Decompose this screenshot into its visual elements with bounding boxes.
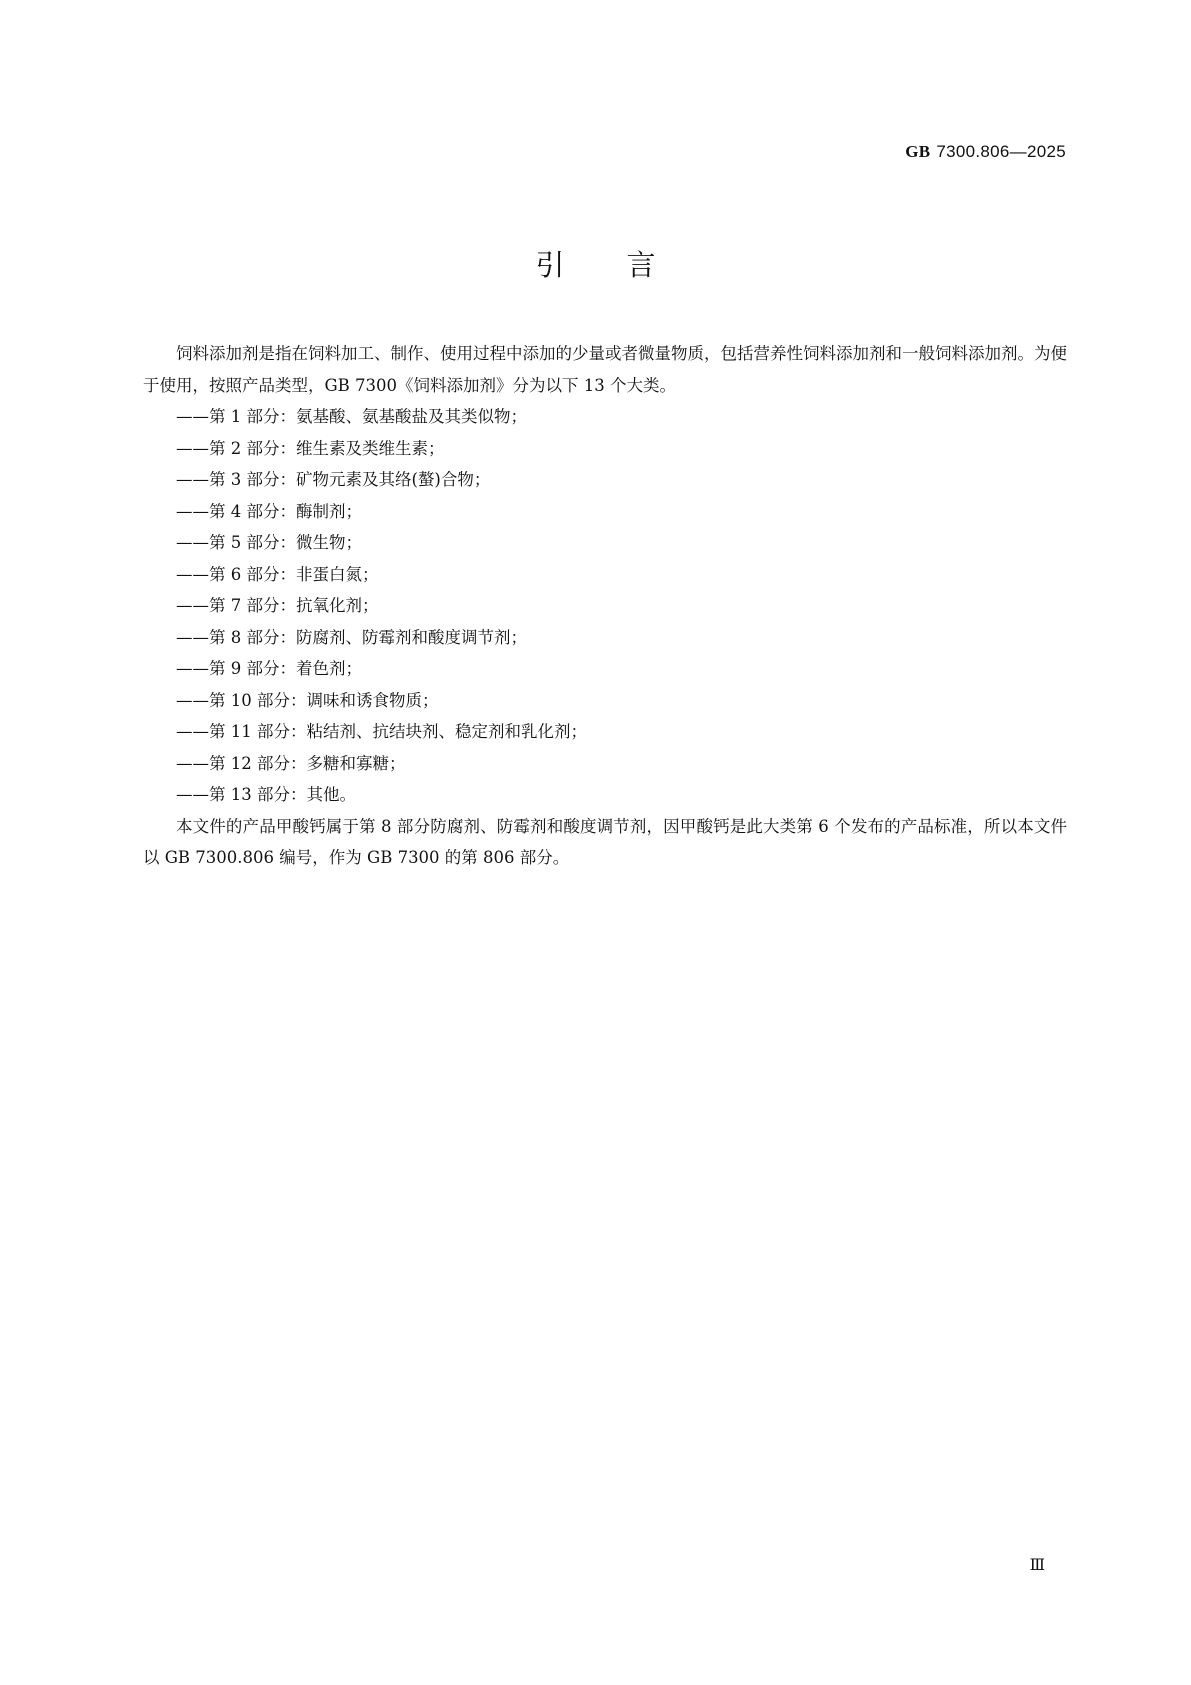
standard-number: 7300.806—2025 [936, 142, 1066, 161]
list-item: ——第 1 部分：氨基酸、氨基酸盐及其类似物； [176, 407, 527, 426]
list-item: ——第 2 部分：维生素及类维生素； [176, 438, 445, 458]
closing-paragraph: 本文件的产品甲酸钙属于第 8 部分防腐剂、防霉剂和酸度调节剂，因甲酸钙是此大类第 6 个发布的产品标准，所以本文件以 GB 7300.806 编号，作为 GB 7300 的第 806 部分。 [143, 816, 1067, 867]
list-item: ——第 8 部分：防腐剂、防霉剂和酸度调节剂； [176, 627, 527, 647]
list-item: ——第 7 部分：抗氧化剂； [176, 596, 379, 615]
list-item: ——第 13 部分：其他。 [176, 785, 356, 804]
document-body [143, 338, 1067, 874]
list-item: ——第 10 部分：调味和诱食物质； [176, 690, 439, 710]
list-item: ——第 4 部分：酶制剂； [176, 501, 362, 521]
standard-code [905, 142, 1066, 162]
page-title: 引言 [535, 248, 718, 282]
list-item: ——第 12 部分：多糖和寡糖； [176, 753, 406, 773]
page-number: Ⅲ [1029, 1557, 1045, 1574]
intro-paragraph: 饲料添加剂是指在饲料加工、制作、使用过程中添加的少量或者微量物质，包括营养性饲料添加剂和一般饲料添加剂。为便于使用，按照产品类型，GB 7300《饲料添加剂》分为以下 13 个大类。 [143, 344, 1067, 395]
list-item: ——第 9 部分：着色剂； [176, 659, 362, 678]
list-item: ——第 6 部分：非蛋白氮； [176, 564, 379, 584]
list-item: ——第 11 部分：粘结剂、抗结块剂、稳定剂和乳化剂； [176, 722, 587, 741]
list-item: ——第 3 部分：矿物元素及其络(螯)合物； [176, 470, 491, 489]
list-item: ——第 5 部分：微生物； [176, 533, 362, 552]
parts-list [143, 401, 1067, 811]
standard-prefix: GB [905, 142, 931, 161]
